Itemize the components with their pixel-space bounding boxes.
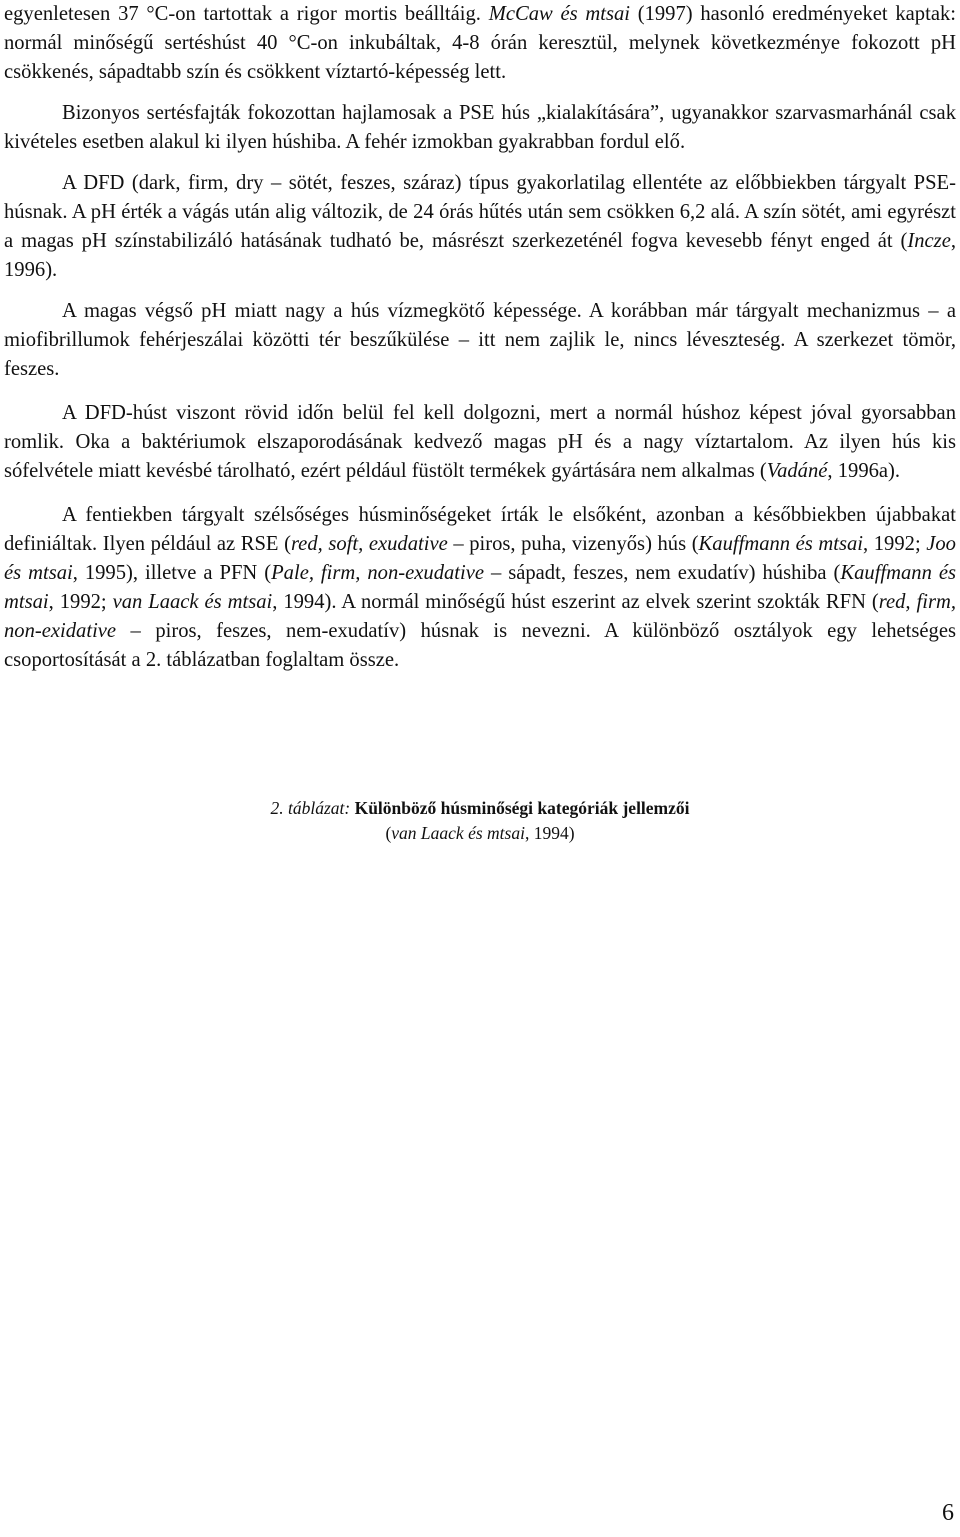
source-year: , 1994) — [524, 823, 575, 843]
italic-text: red, soft, exudative — [290, 533, 448, 555]
document-body — [4, 0, 956, 675]
text-run: A DFD (dark, firm, dry – sötét, feszes, száraz) típus gyakorlatilag ellentéte az előbbiekben tárgyalt PSE-húsnak. A pH érték a vágás után alig változik, de 24 órás hűtés után sem csökken 6,2 alá. A szín sötét, ami egyrészt a magas pH színstabilizáló hatásának tudható be, másrészt szerkezeténél fogva kevesebb fényt enged át ( — [4, 172, 956, 252]
text-run: A fentiekben tárgyalt szélsőséges húsminőségeket írták le elsőként, azonban a későbbiekben újabbakat definiáltak. Ilyen például az RSE ( — [4, 504, 956, 555]
paragraph — [4, 99, 956, 157]
text-run: , 1992; — [48, 591, 113, 613]
text-run: , 1992; — [863, 533, 927, 555]
paragraph — [4, 297, 956, 384]
text-run: , 1996a). — [827, 460, 901, 482]
page-number: 6 — [942, 1500, 954, 1526]
text-run: – sápadt, feszes, nem exudatív) húshiba ( — [484, 562, 841, 584]
italic-text: Joo és mtsai — [4, 533, 956, 584]
text-run: , 1996). — [4, 230, 956, 281]
table-title: Különböző húsminőségi kategóriák jellemzői — [354, 798, 690, 818]
text-run: – piros, feszes, nem-exudatív) húsnak is nevezni. A különböző osztályok egy lehetséges csoportosítását a 2. táblázatban foglaltam össze. — [4, 620, 956, 671]
italic-text: van Laack és mtsai — [112, 591, 273, 613]
paragraph — [4, 0, 956, 87]
italic-text: McCaw és mtsai — [488, 3, 630, 25]
text-run: A DFD-húst viszont rövid időn belül fel kell dolgozni, mert a normál húshoz képest jóval gyorsabban romlik. Oka a baktériumok elszaporodásának kedvező magas pH és a nagy víztartalom. Az ilyen hús kis sófelvétele miatt kevésbé tárolható, ezért például füstölt termékek gyártására nem alkalmas ( — [4, 402, 956, 482]
text-run: egyenletesen 37 °C-on tartottak a rigor mortis beálltáig. — [4, 3, 489, 25]
source-open: ( — [385, 823, 392, 843]
italic-text: Kauffmann és mtsai — [4, 562, 957, 613]
text-run: (1997) hasonló eredményeket kaptak: normál minőségű sertéshúst 40 °C-on inkubáltak, 4-8 órán keresztül, melynek következménye fokozott pH csökkenés, sápadtabb szín és csökkent víztartó-képesség lett. — [4, 3, 956, 83]
table-number: 2. táblázat: — [270, 798, 351, 818]
text-run: A magas végső pH miatt nagy a hús vízmegkötő képessége. A korábban már tárgyalt mechanizmus – a miofibrillumok fehérjeszálai közötti tér beszűkülése – itt nem zajlik le, nincs léveszteség. A szerkezet tömör, feszes. — [4, 300, 956, 380]
paragraph — [4, 169, 956, 285]
text-run: – piros, puha, vizenyős) hús ( — [447, 533, 699, 555]
text-run: Bizonyos sertésfajták fokozottan hajlamosak a PSE hús „kialakítására”, ugyanakkor szarvasmarhánál csak kivételes esetben alakul ki ilyen húshiba. A fehér izmokban gyakrabban fordul elő. — [4, 102, 956, 153]
italic-text: red, firm, non-exidative — [4, 591, 956, 642]
italic-text: Vadáné — [766, 460, 828, 482]
italic-text: Pale, firm, non-exudative — [271, 562, 485, 584]
paragraph — [4, 399, 956, 486]
italic-text: Incze — [907, 230, 951, 252]
source-authors: van Laack és mtsai — [391, 823, 525, 843]
table-source — [0, 821, 960, 846]
paragraph — [4, 501, 956, 675]
text-run: , 1995), illetve a PFN ( — [72, 562, 272, 584]
italic-text: Kauffmann és mtsai — [698, 533, 864, 555]
text-run: , 1994). A normál minőségű húst eszerint az elvek szerint szokták RFN ( — [272, 591, 879, 613]
table-caption — [0, 796, 960, 846]
